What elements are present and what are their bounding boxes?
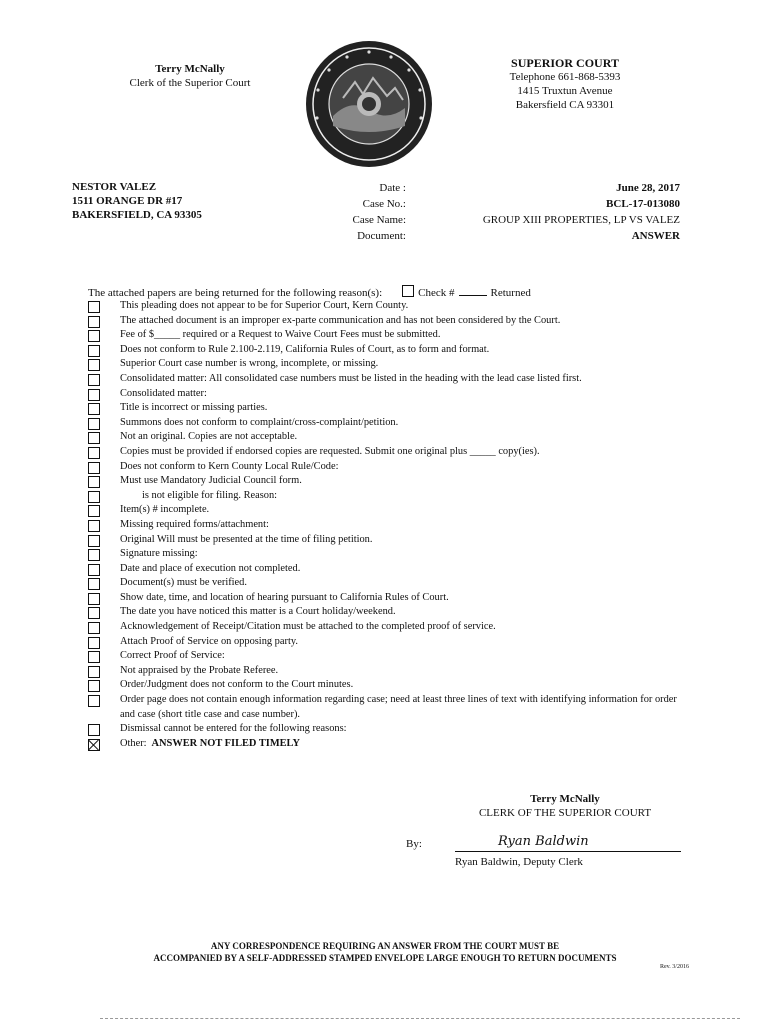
reason-text: Order page does not contain enough information regarding case; need at least three lines of text with identifying information for order and case (short title case and case number). — [120, 694, 677, 720]
reason-checkbox-checked[interactable] — [88, 739, 100, 751]
reason-text: Attach Proof of Service on opposing party. — [120, 635, 298, 647]
reason-checkbox[interactable] — [88, 389, 100, 401]
court-name: SUPERIOR COURT — [511, 56, 619, 70]
court-city: Bakersfield CA 93301 — [515, 99, 615, 111]
reason-item — [88, 518, 688, 533]
clerk-block — [80, 62, 300, 90]
court-telephone: Telephone 661-868-5393 — [509, 71, 621, 83]
clerk-title: Clerk of the Superior Court — [129, 77, 251, 89]
reason-text: Other: — [120, 737, 147, 749]
reason-checkbox[interactable] — [88, 593, 100, 605]
reason-text: Missing required forms/attachment: — [120, 518, 269, 530]
case-no-value: BCL-17-013080 — [606, 198, 680, 210]
addressee-street: 1511 ORANGE DR #17 — [72, 195, 183, 207]
reason-text: This pleading does not appear to be for Superior Court, Kern County. — [120, 300, 409, 311]
reason-item — [88, 533, 688, 548]
reason-checkbox[interactable] — [88, 505, 100, 517]
court-block — [480, 56, 650, 112]
signature-block — [455, 792, 675, 820]
reason-item — [88, 635, 688, 650]
reason-item — [88, 693, 688, 722]
reason-item — [88, 649, 688, 664]
reason-checkbox[interactable] — [88, 374, 100, 386]
reason-checkbox[interactable] — [88, 301, 100, 313]
reason-item — [88, 460, 688, 475]
reason-checkbox[interactable] — [88, 403, 100, 415]
reason-text: Does not conform to Rule 2.100-2.119, California Rules of Court, as to form and format. — [120, 343, 490, 355]
reason-text: Original Will must be presented at the time of filing petition. — [120, 533, 373, 545]
reason-checkbox[interactable] — [88, 418, 100, 430]
reason-checkbox[interactable] — [88, 549, 100, 561]
case-name-value: GROUP XIII PROPERTIES, LP VS VALEZ — [482, 214, 680, 226]
by-label: By: — [406, 838, 422, 850]
reason-item — [88, 562, 688, 577]
case-name-label: Case Name: — [352, 214, 406, 226]
signature-clerk-title: CLERK OF THE SUPERIOR COURT — [478, 807, 652, 819]
reason-item — [88, 416, 688, 431]
reason-checkbox[interactable] — [88, 622, 100, 634]
reason-item — [88, 576, 688, 591]
reason-checkbox[interactable] — [88, 695, 100, 707]
reason-checkbox[interactable] — [88, 345, 100, 357]
reason-item — [88, 678, 688, 693]
reason-text: Date and place of execution not completed. — [120, 562, 301, 574]
reason-checkbox[interactable] — [88, 607, 100, 619]
check-label: Check # — [418, 287, 455, 299]
reason-item — [88, 620, 688, 635]
reason-other-detail: ANSWER NOT FILED TIMELY — [151, 737, 301, 749]
reason-text: Superior Court case number is wrong, incomplete, or missing. — [120, 358, 379, 370]
returned-reasons-intro — [88, 285, 688, 300]
reason-text: Fee of $_____ required or a Request to Waive Court Fees must be submitted. — [120, 329, 441, 341]
reason-item — [88, 547, 688, 562]
addressee-name: NESTOR VALEZ — [72, 181, 157, 193]
reason-checkbox[interactable] — [88, 491, 100, 503]
reason-checkbox[interactable] — [88, 476, 100, 488]
reason-text: Must use Mandatory Judicial Council form. — [120, 475, 302, 487]
document-value: ANSWER — [631, 230, 680, 242]
addressee-block — [72, 180, 202, 222]
reason-text: Not an original. Copies are not acceptable. — [120, 431, 298, 443]
signer-name: Ryan Baldwin, Deputy Clerk — [455, 856, 583, 868]
reason-item — [88, 591, 688, 606]
reason-text: Item(s) # incomplete. — [120, 504, 210, 516]
reason-checkbox[interactable] — [88, 316, 100, 328]
reason-item — [88, 430, 688, 445]
reason-text: Signature missing: — [120, 548, 198, 560]
reason-checkbox[interactable] — [88, 651, 100, 663]
reason-text: is not eligible for filing. Reason: — [142, 489, 278, 501]
footer-line-1: ANY CORRESPONDENCE REQUIRING AN ANSWER FROM THE COURT MUST BE — [210, 941, 560, 951]
case-values — [420, 180, 680, 244]
reason-text: Acknowledgement of Receipt/Citation must be attached to the completed proof of service. — [120, 621, 496, 633]
reason-checkbox[interactable] — [88, 666, 100, 678]
reason-checkbox[interactable] — [88, 359, 100, 371]
date-label: Date : — [379, 182, 406, 194]
reason-text: Title is incorrect or missing parties. — [120, 402, 268, 414]
document-label: Document: — [357, 230, 406, 242]
addressee-city: BAKERSFIELD, CA 93305 — [72, 209, 202, 221]
court-seal-icon — [303, 38, 435, 170]
reason-item — [88, 372, 688, 387]
reason-checkbox[interactable] — [88, 432, 100, 444]
reason-checkbox[interactable] — [88, 447, 100, 459]
reason-checkbox[interactable] — [88, 535, 100, 547]
reason-text: Not appraised by the Probate Referee. — [120, 664, 279, 676]
reason-checkbox[interactable] — [88, 680, 100, 692]
court-street: 1415 Truxtun Avenue — [517, 85, 613, 97]
reason-text: The attached document is an improper ex-parte communication and has not been considered by the Court. — [120, 314, 561, 326]
reason-text: Summons does not conform to complaint/cross-complaint/petition. — [120, 416, 399, 428]
reason-item — [88, 737, 688, 752]
reason-item — [88, 664, 688, 679]
reason-item — [88, 357, 688, 372]
reason-checkbox[interactable] — [88, 330, 100, 342]
reason-item — [88, 503, 688, 518]
reason-checkbox[interactable] — [88, 462, 100, 474]
reason-item — [88, 489, 688, 504]
clerk-name: Terry McNally — [155, 63, 225, 75]
reason-checkbox[interactable] — [88, 724, 100, 736]
check-number-blank — [459, 286, 487, 296]
reasons-list — [88, 299, 688, 751]
reason-text: Show date, time, and location of hearing pursuant to California Rules of Court. — [120, 591, 449, 603]
reason-item — [88, 314, 688, 329]
reason-text: Correct Proof of Service: — [120, 650, 225, 662]
reason-item — [88, 445, 688, 460]
reason-text: Does not conform to Kern County Local Rule/Code: — [120, 460, 339, 472]
returned-label: Returned — [490, 287, 531, 299]
intro-text: The attached papers are being returned for the following reason(s): — [88, 287, 383, 299]
reason-text: Order/Judgment does not conform to the Court minutes. — [120, 679, 354, 691]
handwritten-signature: Ryan Baldwin — [498, 834, 589, 849]
reason-checkbox[interactable] — [88, 520, 100, 532]
reason-text: Document(s) must be verified. — [120, 577, 247, 589]
case-no-label: Case No.: — [362, 198, 406, 210]
check-returned-checkbox[interactable] — [402, 285, 414, 297]
scan-edge-divider — [100, 1018, 740, 1019]
reason-item — [88, 401, 688, 416]
reason-text: Consolidated matter: All consolidated case numbers must be listed in the heading with the lead case listed first. — [120, 372, 582, 384]
reason-item — [88, 328, 688, 343]
footer-line-2: ACCOMPANIED BY A SELF-ADDRESSED STAMPED ENVELOPE LARGE ENOUGH TO RETURN DOCUMENTS — [153, 953, 617, 963]
reason-text: Copies must be provided if endorsed copies are requested. Submit one original plus _____ copy(ies). — [120, 445, 540, 457]
reason-item — [88, 722, 688, 737]
reason-text: The date you have noticed this matter is a Court holiday/weekend. — [120, 606, 396, 618]
revision-label: Rev. 3/2016 — [660, 964, 689, 970]
reason-item — [88, 387, 688, 402]
reason-text: Consolidated matter: — [120, 387, 207, 399]
footer-notice — [110, 940, 660, 964]
reason-item — [88, 343, 688, 358]
reason-item — [88, 474, 688, 489]
reason-checkbox[interactable] — [88, 564, 100, 576]
reason-checkbox[interactable] — [88, 578, 100, 590]
reason-checkbox[interactable] — [88, 637, 100, 649]
date-value: June 28, 2017 — [616, 182, 680, 194]
reason-text: Dismissal cannot be entered for the following reasons: — [120, 723, 347, 735]
reason-item — [88, 299, 688, 314]
signature-clerk-name: Terry McNally — [530, 793, 600, 805]
case-labels — [300, 180, 406, 244]
reason-item — [88, 605, 688, 620]
signature-line — [455, 851, 681, 852]
